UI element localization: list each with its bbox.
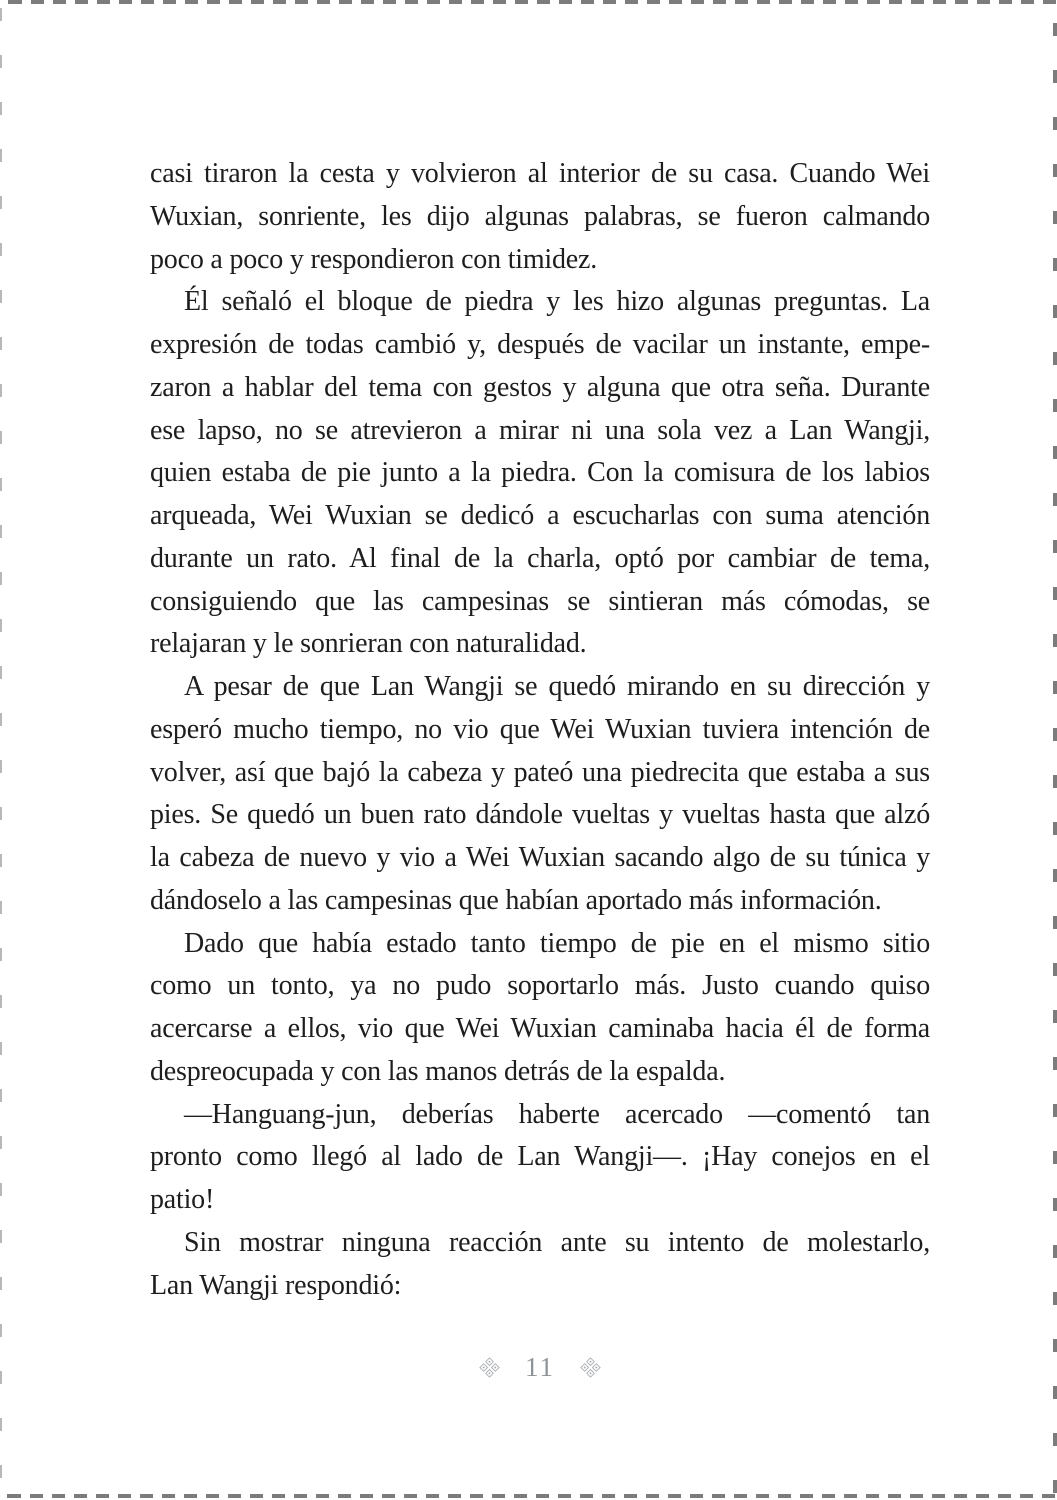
text-line: Lan Wangji respondió: bbox=[150, 1269, 402, 1301]
text-line: quien estaba de pie junto a la piedra. Con la comisura de los labios bbox=[150, 457, 930, 489]
text-line: ese lapso, no se atrevieron a mirar ni una sola vez a Lan Wangji, bbox=[150, 414, 930, 446]
text-line: casi tiraron la cesta y volvieron al interior de su casa. Cuando Wei bbox=[150, 158, 930, 189]
text-line: poco a poco y respondieron con timidez. bbox=[150, 243, 598, 275]
paragraph bbox=[150, 666, 930, 923]
text-line: esperó mucho tiempo, no vio que Wei Wuxian tuviera intención de bbox=[150, 713, 930, 745]
page-edge-dashed-top bbox=[0, 0, 1057, 4]
paragraph bbox=[150, 281, 930, 666]
text-line: pronto como llegó al lado de Lan Wangji—. ¡Hay conejos en el bbox=[150, 1141, 930, 1173]
paragraph bbox=[150, 153, 930, 281]
text-line: volver, así que bajó la cabeza y pateó una piedrecita que estaba a sus bbox=[150, 756, 930, 788]
text-line: arqueada, Wei Wuxian se dedicó a escucharlas con suma atención bbox=[150, 500, 930, 531]
text-line: dándoselo a las campesinas que habían aportado más información. bbox=[150, 884, 882, 916]
text-line: despreocupada y con las manos detrás de la espalda. bbox=[150, 1055, 726, 1087]
text-line: Wuxian, sonriente, les dijo algunas palabras, se fueron calmando bbox=[150, 200, 930, 232]
text-line: como un tonto, ya no pudo soportarlo más. Justo cuando quiso bbox=[150, 970, 930, 1002]
paragraph bbox=[150, 1094, 930, 1222]
text-line: Dado que había estado tanto tiempo de pie en el mismo sitio bbox=[184, 927, 930, 959]
page-number: 11 bbox=[525, 1352, 555, 1382]
text-line: relajaran y le sonrieran con naturalidad. bbox=[150, 628, 587, 660]
text-line: zaron a hablar del tema con gestos y alguna que otra seña. Durante bbox=[150, 371, 930, 403]
text-line: —Hanguang-jun, deberías haberte acercado —comentó tan bbox=[184, 1098, 930, 1130]
diamond-cluster-icon bbox=[479, 1357, 500, 1378]
text-line: patio! bbox=[150, 1184, 215, 1215]
paragraph bbox=[150, 923, 930, 1094]
text-line: Sin mostrar ninguna reacción ante su intento de molestarlo, bbox=[184, 1226, 930, 1258]
text-line: pies. Se quedó un buen rato dándole vueltas y vueltas hasta que alzó bbox=[150, 799, 930, 831]
text-line: durante un rato. Al final de la charla, optó por cambiar de tema, bbox=[150, 542, 930, 574]
page-edge-dashed-right bbox=[1053, 0, 1057, 1500]
text-line: expresión de todas cambió y, después de vacilar un instante, empe- bbox=[150, 329, 930, 360]
paragraph bbox=[150, 1222, 930, 1308]
text-line: la cabeza de nuevo y vio a Wei Wuxian sacando algo de su túnica y bbox=[150, 842, 930, 873]
page-edge-dashed-left bbox=[0, 0, 2, 1500]
text-block bbox=[150, 153, 930, 1307]
page-footer bbox=[150, 1352, 930, 1382]
text-line: consiguiendo que las campesinas se sintieran más cómodas, se bbox=[150, 585, 930, 617]
page-edge-dashed-bottom bbox=[0, 1494, 1057, 1498]
text-line: Él señaló el bloque de piedra y les hizo algunas preguntas. La bbox=[184, 286, 930, 318]
diamond-cluster-icon bbox=[580, 1357, 601, 1378]
text-line: acercarse a ellos, vio que Wei Wuxian caminaba hacia él de forma bbox=[150, 1013, 930, 1044]
text-line: A pesar de que Lan Wangji se quedó mirando en su dirección y bbox=[184, 671, 930, 702]
